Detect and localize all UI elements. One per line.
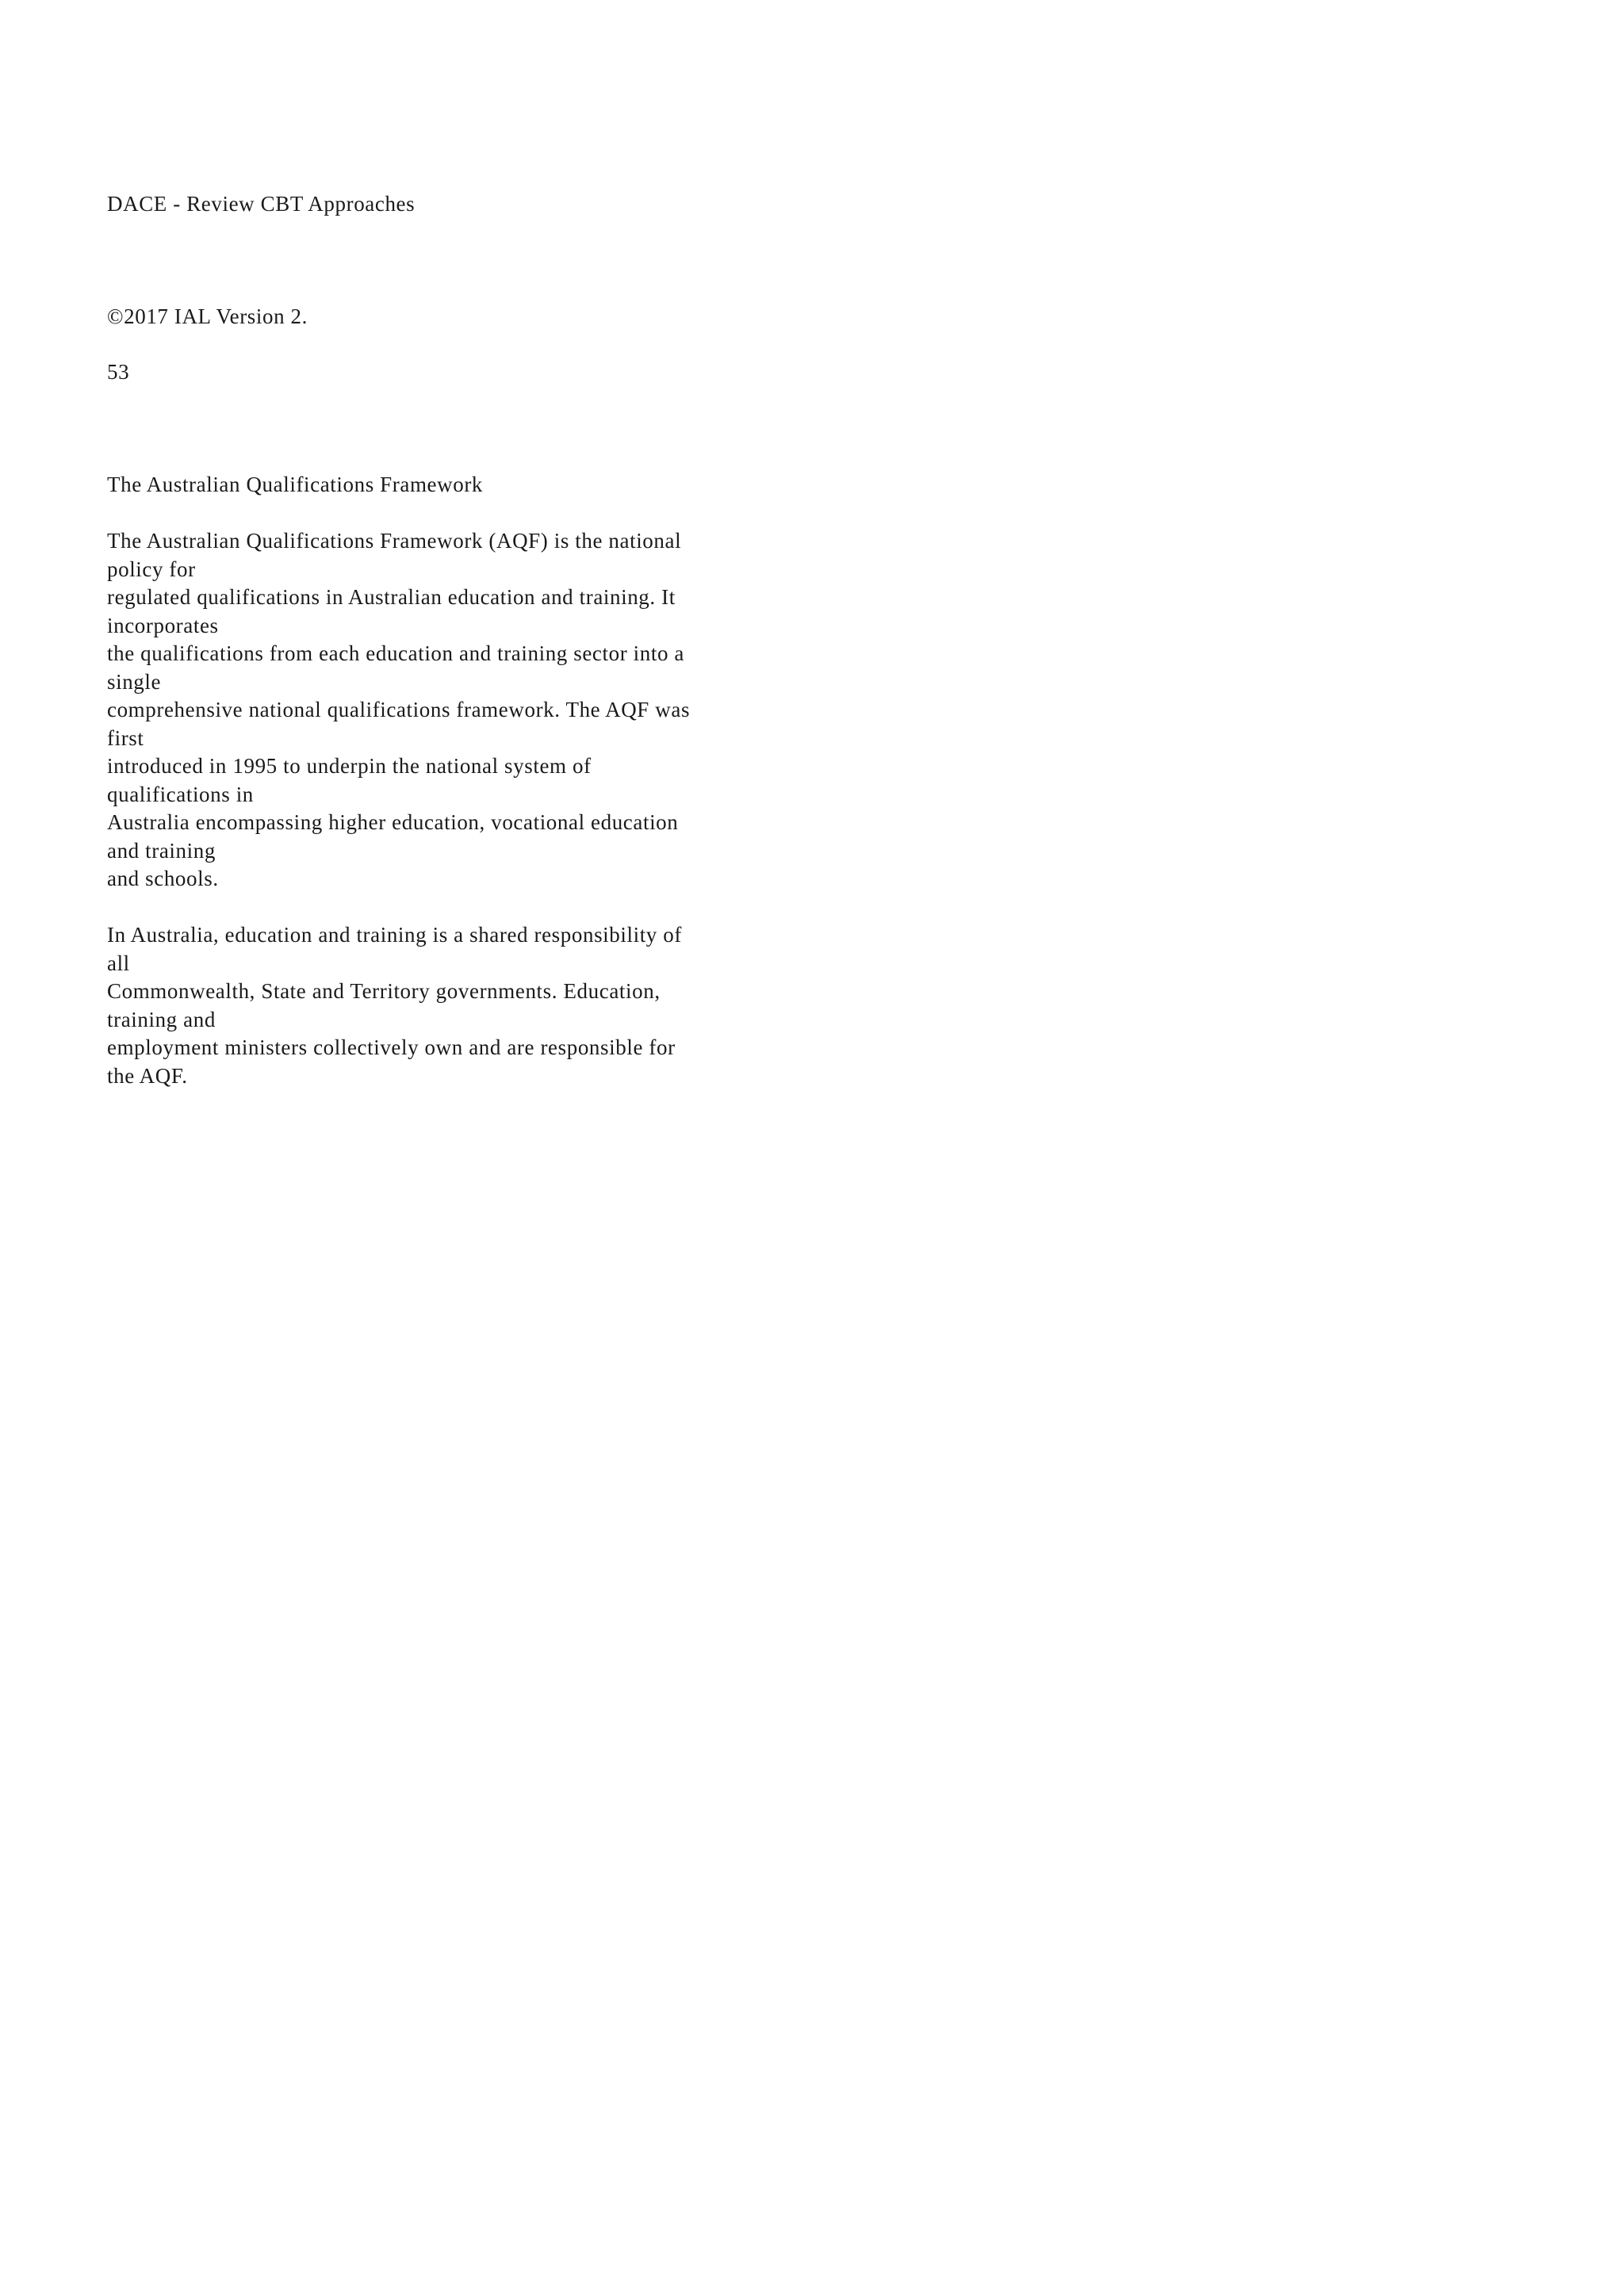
- paragraph-1-line: regulated qualifications in Australian education and training. It: [107, 585, 676, 609]
- paragraph-2-line: all: [107, 951, 130, 975]
- page-number: 53: [107, 360, 130, 384]
- paragraph-1-line: introduced in 1995 to underpin the national system of: [107, 754, 592, 778]
- paragraph-2-line: Commonwealth, State and Territory governments. Education,: [107, 979, 661, 1003]
- paragraph-1-line: qualifications in: [107, 783, 254, 806]
- paragraph-1-line: single: [107, 670, 162, 694]
- paragraph-1-line: The Australian Qualifications Framework (AQF) is the national: [107, 529, 682, 553]
- document-page: [0, 0, 872, 1234]
- paragraph-1-line: comprehensive national qualifications framework. The AQF was: [107, 698, 691, 721]
- copyright-notice: ©2017 IAL Version 2.: [107, 304, 308, 328]
- paragraph-2-line: In Australia, education and training is a shared responsibility of: [107, 923, 682, 947]
- paragraph-1-line: first: [107, 726, 144, 750]
- paragraph-2-line: employment ministers collectively own and are responsible for: [107, 1035, 676, 1059]
- document-title: DACE - Review CBT Approaches: [107, 192, 416, 216]
- paragraph-1-line: and schools.: [107, 867, 219, 890]
- paragraph-1-line: policy for: [107, 557, 196, 581]
- paragraph-1-line: Australia encompassing higher education, vocational education: [107, 810, 679, 834]
- paragraph-2-line: training and: [107, 1008, 216, 1031]
- paragraph-1-line: and training: [107, 839, 216, 863]
- paragraph-1-line: incorporates: [107, 614, 219, 637]
- paragraph-1-line: the qualifications from each education and training sector into a: [107, 641, 685, 665]
- section-heading: The Australian Qualifications Framework: [107, 473, 484, 496]
- paragraph-2-line: the AQF.: [107, 1064, 188, 1088]
